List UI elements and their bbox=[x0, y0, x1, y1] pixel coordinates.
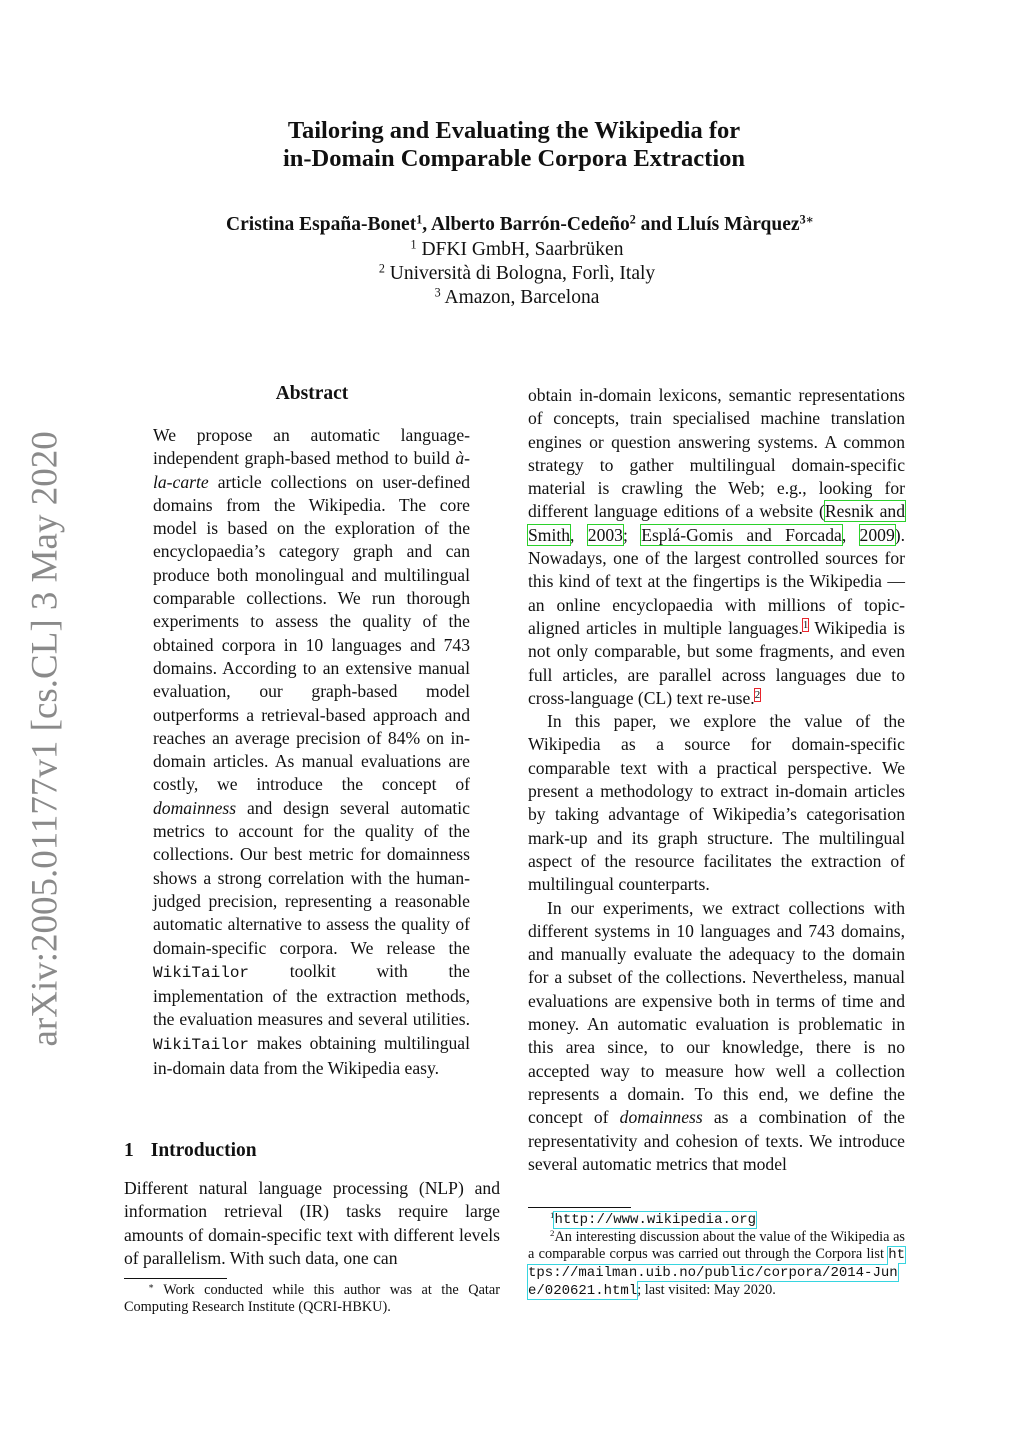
section-heading-introduction bbox=[124, 1140, 257, 1162]
toolkit-name: WikiTailor bbox=[153, 1035, 250, 1054]
body-text: as a combination of the representativity and cohesion of texts. We introduce several automatic metrics that model bbox=[528, 1107, 905, 1174]
section-title: Introduction bbox=[150, 1140, 257, 1161]
footnote-text: Work conducted while this author was at the Qatar Computing Research Institute (QCRI-HBKU). bbox=[124, 1282, 500, 1315]
footnote-link[interactable]: 1 bbox=[802, 618, 809, 631]
abstract-text: article collections on user-defined domains from the Wikipedia. The core model is based on the exploration of the encyclopaedia’s category graph and can produce both monolingual and multilingual comparable collections. We run thorough experiments to assess the quality of the obtained corpora in 10 languages and 743 domains. According to an extensive manual evaluation, our graph-based model outperforms a retrieval-based approach and reaches an average precision of 84% on in-domain articles. As manual evaluations are costly, we introduce the concept of bbox=[153, 471, 470, 795]
body-text: obtain in-domain lexicons, semantic representations of concepts, train specialised machine translation engines or question answering systems. A common strategy to gather multilingual domain-specific material is crawling the Web; e.g., looking for different language editions of a website ( bbox=[528, 385, 905, 522]
footnote-author bbox=[124, 1282, 500, 1316]
body-text: In our experiments, we extract collections with different systems in 10 languages and 743 domains, and manually evaluate the adequacy to the domain for a subset of the collections. Nevertheless, manual evaluations are expensive both in terms of time and money. An automatic evaluation is problematic in this area since, to our knowledge, there is no accepted way to measure how well a collection represents a domain. To this end, we define the concept of bbox=[528, 897, 905, 1128]
author-mark: 3∗ bbox=[799, 212, 814, 227]
section-number: 1 bbox=[124, 1140, 134, 1161]
footnote-rule bbox=[528, 1207, 631, 1208]
title-line-1: Tailoring and Evaluating the Wikipedia for bbox=[287, 117, 741, 144]
abstract-text: and design several automatic metrics to account for the quality of the collections. Our best metric for domainness shows a strong correlation with the human-judged precision, representing a reasonable automatic alternative to assess the quality of domain-specific corpora. We release the bbox=[153, 797, 470, 958]
affiliation-mark: 1 bbox=[410, 237, 417, 252]
author-name: Alberto Barrón-Cedeño bbox=[430, 214, 630, 235]
footnote-mark: ∗ bbox=[148, 1281, 155, 1292]
author-list bbox=[0, 213, 1024, 237]
citation-link[interactable]: Resnik and Smith bbox=[528, 501, 905, 545]
affiliation-mark: 3 bbox=[434, 285, 441, 300]
intro-text: Different natural language processing (NLP) and information retrieval (IR) tasks require large amounts of domain-specific text with different levels of parallelism. With such data, one can bbox=[124, 1178, 500, 1268]
author-name: Cristina España-Bonet bbox=[226, 214, 417, 235]
emphasis: domainness bbox=[619, 1107, 703, 1128]
affiliation-mark: 2 bbox=[378, 261, 385, 276]
right-column bbox=[528, 384, 905, 1176]
paper-title bbox=[0, 117, 1024, 173]
affiliation bbox=[0, 238, 1024, 262]
body-text: , bbox=[570, 524, 588, 545]
citation-link[interactable]: Esplá-Gomis and Forcada bbox=[641, 524, 842, 545]
footnote-1 bbox=[528, 1211, 905, 1229]
author-mark: 2 bbox=[629, 212, 636, 227]
title-line-2: in-Domain Comparable Corpora Extraction bbox=[282, 145, 746, 172]
footnotes-right bbox=[528, 1211, 905, 1300]
citation-link[interactable]: 2009 bbox=[859, 524, 895, 545]
toolkit-name: WikiTailor bbox=[153, 963, 250, 982]
affiliation bbox=[0, 286, 1024, 310]
intro-paragraph bbox=[124, 1177, 500, 1270]
footnote-text: An interesting discussion about the value of the Wikipedia as a comparable corpus was carried out through the Corpora list bbox=[528, 1229, 905, 1262]
abstract-text: toolkit with the implementation of the extraction methods, the evaluation measures and several utilities. bbox=[153, 960, 470, 1030]
body-text: ; bbox=[622, 524, 642, 545]
author-separator: and bbox=[635, 214, 677, 235]
abstract-body bbox=[153, 424, 470, 1080]
abstract-emphasis: domainness bbox=[153, 797, 237, 818]
arxiv-stamp: arXiv:2005.01177v1 [cs.CL] 3 May 2020 bbox=[24, 431, 66, 1047]
footnote-mark: 1 bbox=[550, 1210, 555, 1221]
footnote-2 bbox=[528, 1229, 905, 1300]
author-name: Lluís Màrquez bbox=[676, 214, 800, 235]
footnote-text: ; last visited: May 2020. bbox=[637, 1282, 776, 1298]
affiliation-text: Amazon, Barcelona bbox=[444, 287, 600, 308]
abstract-text: makes obtaining multilingual in-domain data from the Wikipedia easy. bbox=[153, 1032, 470, 1079]
affiliation-text: DFKI GmbH, Saarbrüken bbox=[421, 239, 624, 260]
paragraph bbox=[528, 897, 905, 1177]
abstract-text: We propose an automatic language-independent graph-based method to build bbox=[153, 425, 470, 469]
body-text: Wikipedia is not only comparable, but some fragments, and even full articles, are parallel across languages due to cross-language (CL) text re-use. bbox=[528, 617, 905, 708]
paragraph bbox=[528, 384, 905, 710]
body-text: , bbox=[841, 524, 860, 545]
citation-link[interactable]: 2003 bbox=[587, 524, 623, 545]
author-separator: , bbox=[422, 214, 431, 235]
affiliation-text: Università di Bologna, Forlì, Italy bbox=[389, 263, 656, 284]
abstract-heading: Abstract bbox=[275, 383, 349, 404]
footnote-rule bbox=[124, 1278, 227, 1279]
affiliation bbox=[0, 262, 1024, 286]
footnote-url[interactable]: https://mailman.uib.no/public/corpora/2014-June/020621.html bbox=[528, 1247, 905, 1299]
body-text: ). Nowadays, one of the largest controlled sources for this kind of text at the fingertips is the Wikipedia —an online encyclopaedia with millions of topic-aligned articles in multiple languages. bbox=[528, 524, 905, 638]
author-mark: 1 bbox=[416, 212, 423, 227]
footnote-url[interactable]: http://www.wikipedia.org bbox=[554, 1212, 757, 1228]
footnote-link[interactable]: 2 bbox=[754, 688, 761, 701]
abstract-emphasis: à-la-carte bbox=[153, 448, 470, 492]
paragraph: In this paper, we explore the value of the Wikipedia as a source for domain-specific comparable text with a practical perspective. We present a methodology to extract in-domain articles by taking advantage of Wikipedia’s categorisation mark-up and its graph structure. The multilingual aspect of the resource facilitates the extraction of multilingual counterparts. bbox=[528, 711, 905, 895]
footnote-mark: 2 bbox=[550, 1228, 555, 1239]
